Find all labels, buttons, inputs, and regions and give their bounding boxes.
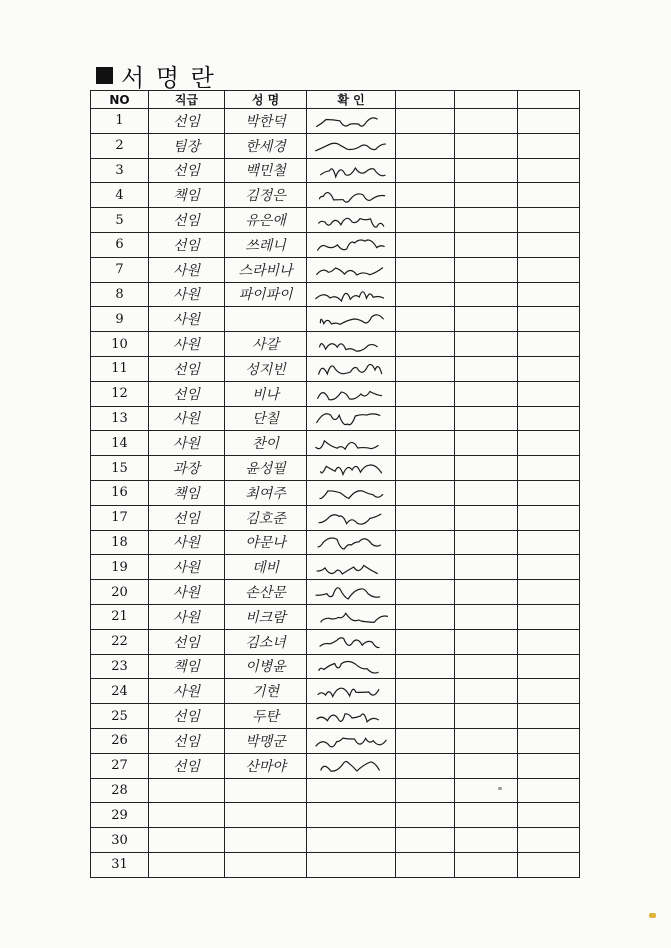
blank-cell: [518, 555, 580, 580]
row-number: 9: [91, 307, 149, 332]
blank-cell: [518, 456, 580, 481]
confirm-signature-cell: [307, 183, 396, 208]
rank-cell: 과장: [149, 456, 225, 481]
row-number: 19: [91, 555, 149, 580]
table-row: [91, 456, 580, 481]
blank-cell: [518, 728, 580, 753]
blank-cell: [455, 332, 518, 357]
rank-cell: 선임: [149, 704, 225, 729]
handwritten-signature: [307, 184, 395, 207]
blank-cell: [518, 654, 580, 679]
signature-table: [90, 90, 580, 878]
table-row: [91, 356, 580, 381]
blank-cell: [455, 704, 518, 729]
table-row: [91, 580, 580, 605]
table-row: [91, 381, 580, 406]
blank-cell: [396, 307, 455, 332]
blank-cell: [518, 332, 580, 357]
blank-cell: [396, 406, 455, 431]
rank-cell: 사원: [149, 679, 225, 704]
rank-cell: 사원: [149, 580, 225, 605]
confirm-signature-cell: [307, 232, 396, 257]
blank-cell: [518, 307, 580, 332]
blank-cell: [518, 629, 580, 654]
confirm-signature-cell: [307, 456, 396, 481]
blank-cell: [518, 208, 580, 233]
blank-cell: [396, 158, 455, 183]
blank-cell: [518, 505, 580, 530]
form-title: [96, 58, 216, 93]
blank-cell: [455, 753, 518, 778]
handwritten-signature: [307, 556, 395, 579]
rank-cell: 선임: [149, 753, 225, 778]
blank-cell: [396, 778, 455, 803]
blank-cell: [455, 257, 518, 282]
handwritten-signature: [307, 581, 395, 604]
row-number: 31: [91, 852, 149, 877]
blank-cell: [518, 282, 580, 307]
rank-cell: 선임: [149, 232, 225, 257]
title-text: 서 명 란: [121, 64, 216, 92]
blank-cell: [455, 133, 518, 158]
table-row: [91, 406, 580, 431]
table-row: [91, 555, 580, 580]
handwritten-signature: [307, 630, 395, 653]
blank-cell: [455, 852, 518, 877]
handwritten-signature: [307, 134, 395, 157]
blank-cell: [455, 431, 518, 456]
confirm-signature-cell: [307, 431, 396, 456]
row-number: 2: [91, 133, 149, 158]
blank-cell: [455, 654, 518, 679]
name-cell: 야문나: [225, 530, 307, 555]
rank-cell: 사원: [149, 406, 225, 431]
rank-cell: 선임: [149, 158, 225, 183]
row-number: 25: [91, 704, 149, 729]
table-row: [91, 530, 580, 555]
blank-cell: [518, 778, 580, 803]
header-no: NO: [91, 91, 149, 109]
header-row: [91, 91, 580, 109]
name-cell: 사갈: [225, 332, 307, 357]
blank-cell: [518, 604, 580, 629]
table-row: [91, 629, 580, 654]
row-number: 14: [91, 431, 149, 456]
row-number: 16: [91, 480, 149, 505]
table-row: [91, 431, 580, 456]
blank-cell: [396, 332, 455, 357]
rank-cell: 선임: [149, 505, 225, 530]
blank-cell: [518, 828, 580, 853]
table-row: [91, 133, 580, 158]
handwritten-signature: [307, 258, 395, 281]
confirm-signature-cell: [307, 803, 396, 828]
table-row: [91, 282, 580, 307]
confirm-signature-cell: [307, 828, 396, 853]
blank-cell: [396, 803, 455, 828]
handwritten-signature: [307, 432, 395, 455]
name-cell: 최여주: [225, 480, 307, 505]
row-number: 30: [91, 828, 149, 853]
confirm-signature-cell: [307, 480, 396, 505]
table-row: [91, 852, 580, 877]
blank-cell: [396, 555, 455, 580]
row-number: 22: [91, 629, 149, 654]
name-cell: 박한덕: [225, 109, 307, 134]
blank-cell: [518, 183, 580, 208]
confirm-signature-cell: [307, 381, 396, 406]
confirm-signature-cell: [307, 604, 396, 629]
blank-cell: [396, 629, 455, 654]
confirm-signature-cell: [307, 629, 396, 654]
row-number: 11: [91, 356, 149, 381]
blank-cell: [518, 232, 580, 257]
handwritten-signature: [307, 308, 395, 331]
row-number: 4: [91, 183, 149, 208]
blank-cell: [518, 679, 580, 704]
name-cell: 스라비나: [225, 257, 307, 282]
blank-cell: [455, 381, 518, 406]
table-row: [91, 158, 580, 183]
blank-cell: [518, 852, 580, 877]
blank-cell: [455, 282, 518, 307]
blank-cell: [396, 753, 455, 778]
row-number: 13: [91, 406, 149, 431]
blank-cell: [455, 232, 518, 257]
name-cell: [225, 307, 307, 332]
header-confirm: 확 인: [307, 91, 396, 109]
table-row: [91, 679, 580, 704]
blank-cell: [455, 679, 518, 704]
blank-cell: [455, 828, 518, 853]
handwritten-signature: [307, 531, 395, 554]
blank-cell: [518, 133, 580, 158]
name-cell: 김호준: [225, 505, 307, 530]
blank-cell: [455, 555, 518, 580]
name-cell: 백민철: [225, 158, 307, 183]
blank-cell: [455, 505, 518, 530]
blank-cell: [396, 456, 455, 481]
name-cell: 이병윤: [225, 654, 307, 679]
blank-cell: [518, 431, 580, 456]
blank-cell: [455, 406, 518, 431]
blank-cell: [518, 257, 580, 282]
rank-cell: 선임: [149, 208, 225, 233]
row-number: 18: [91, 530, 149, 555]
handwritten-signature: [307, 209, 395, 232]
confirm-signature-cell: [307, 109, 396, 134]
confirm-signature-cell: [307, 307, 396, 332]
name-cell: 단칠: [225, 406, 307, 431]
row-number: 24: [91, 679, 149, 704]
rank-cell: 사원: [149, 282, 225, 307]
name-cell: 찬이: [225, 431, 307, 456]
name-cell: 김소녀: [225, 629, 307, 654]
black-square-icon: [96, 67, 113, 84]
handwritten-signature: [307, 481, 395, 504]
blank-cell: [455, 728, 518, 753]
name-cell: 비나: [225, 381, 307, 406]
blank-cell: [396, 356, 455, 381]
blank-cell: [518, 381, 580, 406]
row-number: 7: [91, 257, 149, 282]
blank-cell: [396, 282, 455, 307]
blank-cell: [396, 183, 455, 208]
table-row: [91, 604, 580, 629]
row-number: 3: [91, 158, 149, 183]
confirm-signature-cell: [307, 133, 396, 158]
row-number: 29: [91, 803, 149, 828]
row-number: 20: [91, 580, 149, 605]
name-cell: [225, 803, 307, 828]
rank-cell: 선임: [149, 109, 225, 134]
confirm-signature-cell: [307, 728, 396, 753]
rank-cell: 선임: [149, 629, 225, 654]
row-number: 28: [91, 778, 149, 803]
header-blank-3: [518, 91, 580, 109]
table-row: [91, 654, 580, 679]
blank-cell: [455, 307, 518, 332]
scan-speck: [498, 787, 502, 790]
table-row: [91, 480, 580, 505]
rank-cell: 책임: [149, 183, 225, 208]
blank-cell: [396, 828, 455, 853]
row-number: 10: [91, 332, 149, 357]
row-number: 21: [91, 604, 149, 629]
table-row: [91, 778, 580, 803]
rank-cell: [149, 803, 225, 828]
blank-cell: [455, 208, 518, 233]
rank-cell: 사원: [149, 307, 225, 332]
blank-cell: [455, 480, 518, 505]
confirm-signature-cell: [307, 654, 396, 679]
blank-cell: [518, 530, 580, 555]
name-cell: 박맹군: [225, 728, 307, 753]
name-cell: 쓰레니: [225, 232, 307, 257]
blank-cell: [396, 654, 455, 679]
blank-cell: [455, 456, 518, 481]
rank-cell: [149, 828, 225, 853]
confirm-signature-cell: [307, 332, 396, 357]
confirm-signature-cell: [307, 530, 396, 555]
table-row: [91, 828, 580, 853]
rank-cell: 사원: [149, 431, 225, 456]
blank-cell: [396, 580, 455, 605]
blank-cell: [396, 530, 455, 555]
blank-cell: [455, 356, 518, 381]
row-number: 27: [91, 753, 149, 778]
blank-cell: [455, 158, 518, 183]
handwritten-signature: [307, 159, 395, 182]
handwritten-signature: [307, 457, 395, 480]
table-row: [91, 109, 580, 134]
blank-cell: [518, 356, 580, 381]
name-cell: [225, 852, 307, 877]
blank-cell: [396, 679, 455, 704]
blank-cell: [396, 133, 455, 158]
blank-cell: [396, 431, 455, 456]
handwritten-signature: [307, 655, 395, 678]
blank-cell: [396, 505, 455, 530]
rank-cell: [149, 778, 225, 803]
handwritten-signature: [307, 357, 395, 380]
blank-cell: [455, 803, 518, 828]
confirm-signature-cell: [307, 679, 396, 704]
blank-cell: [455, 629, 518, 654]
handwritten-signature: [307, 333, 395, 356]
confirm-signature-cell: [307, 158, 396, 183]
table-row: [91, 728, 580, 753]
table-row: [91, 232, 580, 257]
blank-cell: [396, 852, 455, 877]
blank-cell: [455, 530, 518, 555]
handwritten-signature: [307, 705, 395, 728]
table-row: [91, 257, 580, 282]
row-number: 26: [91, 728, 149, 753]
handwritten-signature: [307, 407, 395, 430]
table-row: [91, 332, 580, 357]
rank-cell: 사원: [149, 530, 225, 555]
scan-speck: [649, 913, 656, 918]
name-cell: 데비: [225, 555, 307, 580]
rank-cell: 사원: [149, 604, 225, 629]
row-number: 15: [91, 456, 149, 481]
confirm-signature-cell: [307, 282, 396, 307]
handwritten-signature: [307, 605, 395, 628]
blank-cell: [396, 109, 455, 134]
blank-cell: [518, 803, 580, 828]
blank-cell: [518, 753, 580, 778]
confirm-signature-cell: [307, 852, 396, 877]
blank-cell: [396, 704, 455, 729]
rank-cell: 사원: [149, 332, 225, 357]
rank-cell: 팀장: [149, 133, 225, 158]
confirm-signature-cell: [307, 555, 396, 580]
rank-cell: [149, 852, 225, 877]
blank-cell: [518, 109, 580, 134]
confirm-signature-cell: [307, 356, 396, 381]
handwritten-signature: [307, 729, 395, 752]
blank-cell: [396, 480, 455, 505]
header-rank: 직급: [149, 91, 225, 109]
blank-cell: [455, 183, 518, 208]
name-cell: 기현: [225, 679, 307, 704]
blank-cell: [396, 604, 455, 629]
table-row: [91, 307, 580, 332]
name-cell: 비크람: [225, 604, 307, 629]
handwritten-signature: [307, 109, 395, 132]
confirm-signature-cell: [307, 505, 396, 530]
handwritten-signature: [307, 680, 395, 703]
blank-cell: [396, 257, 455, 282]
row-number: 17: [91, 505, 149, 530]
confirm-signature-cell: [307, 406, 396, 431]
blank-cell: [518, 158, 580, 183]
name-cell: 두탄: [225, 704, 307, 729]
table-row: [91, 803, 580, 828]
handwritten-signature: [307, 283, 395, 306]
handwritten-signature: [307, 382, 395, 405]
header-blank-2: [455, 91, 518, 109]
name-cell: 김정은: [225, 183, 307, 208]
rank-cell: 사원: [149, 257, 225, 282]
confirm-signature-cell: [307, 704, 396, 729]
rank-cell: 선임: [149, 381, 225, 406]
blank-cell: [518, 480, 580, 505]
name-cell: 산마야: [225, 753, 307, 778]
table-row: [91, 183, 580, 208]
row-number: 23: [91, 654, 149, 679]
header-name: 성 명: [225, 91, 307, 109]
table-row: [91, 208, 580, 233]
row-number: 6: [91, 232, 149, 257]
blank-cell: [396, 208, 455, 233]
rank-cell: 선임: [149, 356, 225, 381]
handwritten-signature: [307, 506, 395, 529]
blank-cell: [518, 704, 580, 729]
confirm-signature-cell: [307, 753, 396, 778]
name-cell: 한세경: [225, 133, 307, 158]
blank-cell: [396, 232, 455, 257]
row-number: 12: [91, 381, 149, 406]
blank-cell: [518, 580, 580, 605]
blank-cell: [518, 406, 580, 431]
confirm-signature-cell: [307, 257, 396, 282]
rank-cell: 책임: [149, 480, 225, 505]
row-number: 8: [91, 282, 149, 307]
name-cell: 파이파이: [225, 282, 307, 307]
rank-cell: 책임: [149, 654, 225, 679]
row-number: 1: [91, 109, 149, 134]
handwritten-signature: [307, 754, 395, 777]
header-blank-1: [396, 91, 455, 109]
blank-cell: [455, 604, 518, 629]
table-row: [91, 704, 580, 729]
name-cell: 윤성필: [225, 456, 307, 481]
name-cell: 손산문: [225, 580, 307, 605]
rank-cell: 사원: [149, 555, 225, 580]
table-row: [91, 505, 580, 530]
table-row: [91, 753, 580, 778]
blank-cell: [455, 580, 518, 605]
confirm-signature-cell: [307, 580, 396, 605]
name-cell: 성지빈: [225, 356, 307, 381]
confirm-signature-cell: [307, 778, 396, 803]
handwritten-signature: [307, 233, 395, 256]
blank-cell: [396, 381, 455, 406]
row-number: 5: [91, 208, 149, 233]
confirm-signature-cell: [307, 208, 396, 233]
blank-cell: [455, 109, 518, 134]
name-cell: [225, 778, 307, 803]
name-cell: [225, 828, 307, 853]
blank-cell: [455, 778, 518, 803]
blank-cell: [396, 728, 455, 753]
name-cell: 유은애: [225, 208, 307, 233]
rank-cell: 선임: [149, 728, 225, 753]
